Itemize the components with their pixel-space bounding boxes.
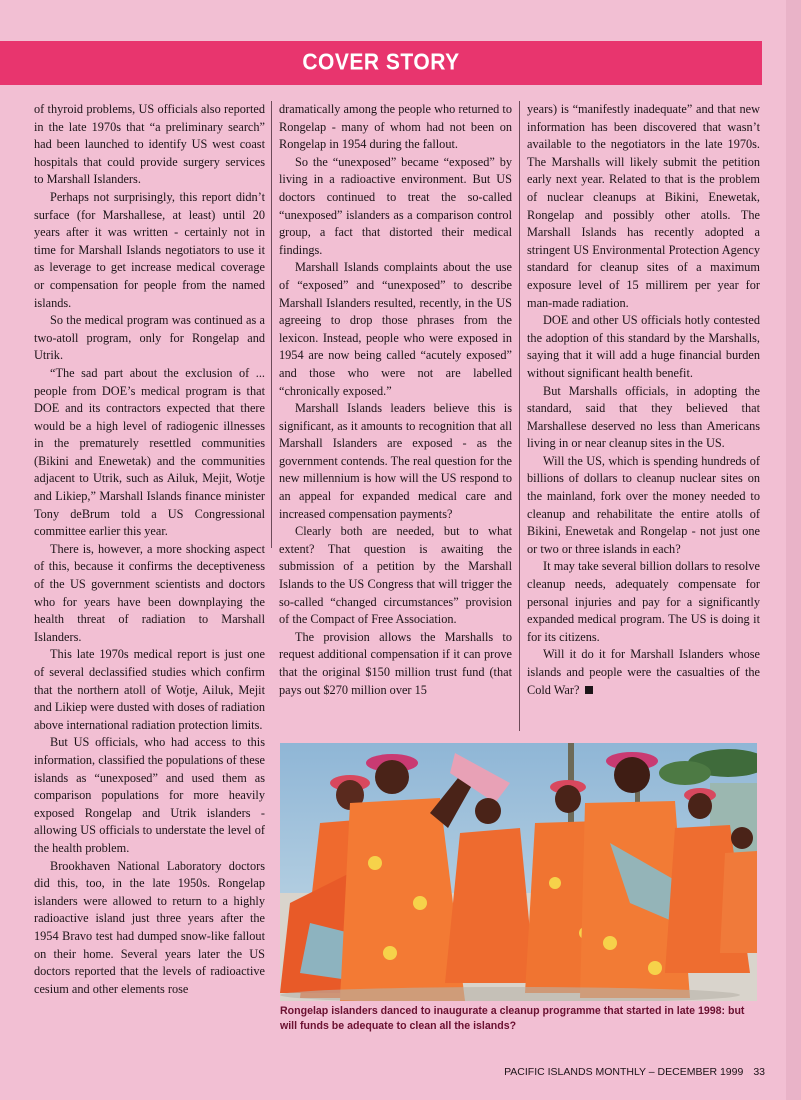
paragraph: dramatically among the people who returned to Rongelap - many of whom had not been on Rongelap in 1954 during the fallout. [279,102,512,152]
paragraph-last [527,646,760,699]
paragraph: Marshall Islands leaders believe this is significant, as it amounts to recognition that all Marshall Islanders are exposed - as the government contends. The real question for the new millennium is how will the US respond to an appeal for expanded medical care and increased compensation payments? [279,401,512,521]
paragraph: The provision allows the Marshalls to request additional compensation if it can prove that the original $150 million trust fund (that pays out $270 million over 15 [279,629,512,697]
section-banner [0,41,762,85]
dancers-photo [280,743,757,1001]
paragraph: Marshall Islands complaints about the use of “exposed” and “unexposed” to describe Marshall Islanders resulted, recently, in the US agreeing to drop those phrases from the lexicon. Instead, people who were exposed in 1954 are now being called “acutely exposed” and those who were not are labelled “chronically exposed.” [279,260,512,398]
paragraph: So the medical program was continued as a two-atoll program, only for Rongelap and Utrik. [34,313,265,363]
article-column-2 [279,101,512,699]
article-column-3 [527,101,760,699]
paragraph: “The sad part about the exclusion of ... people from DOE’s medical program is that DOE and its contractors expected that there would be a high level of radiogenic illnesses in the prematurely resettled communities (Bikini and Enewetak) and the communities adjacent to Utrik, such as Ailuk, Mejit, Wotje and Likiep,” Marshall Islands finance minister Tony deBrum told a US Congressional committee earlier this year. [34,365,265,539]
publication-line: PACIFIC ISLANDS MONTHLY – DECEMBER 1999 [504,1066,744,1078]
page-number: 33 [753,1066,765,1078]
article-column-1 [34,101,265,998]
paragraph: It may take several billion dollars to resolve cleanup needs, adequately compensate for personal injuries and pay for a significantly expanded medical program. The US is doing it for its citizens. [527,559,760,644]
paragraph: So the “unexposed” became “exposed” by living in a radioactive environment. But US doctors continued to treat the so-called “unexposed” islanders as a comparison control group, a fact that distorted their medical findings. [279,154,512,257]
paragraph: But US officials, who had access to this information, classified the populations of these islands as “unexposed” and used them as comparison populations for more heavily exposed Rongelap and Utrik islanders - allowing US officials to understate the level of the health problem. [34,735,265,855]
page-footer [504,1066,765,1078]
paragraph: years) is “manifestly inadequate” and that new information has been discovered that wasn’t available to the negotiators in the late 1970s. The Marshalls will likely submit the petition early next year. Related to that is the problem of nuclear cleanups at Bikini, Enewetak, Rongelap and possibly other atolls. The Marshall Islands has recently adopted a stringent US Environmental Protection Agency standard for cleanup sites of a maximum exposure level of 15 millirem per year for man-made radiation. [527,102,760,310]
end-of-story-mark [585,686,593,694]
paragraph: Clearly both are needed, but to what extent? That question is awaiting the submission of a petition by the Marshall Islands to the US Congress that will trigger the so-called “changed circumstances” provision of the Compact of Free Association. [279,524,512,627]
paragraph: of thyroid problems, US officials also reported in the late 1970s that “a preliminary search” had been launched to identify US west coast hospitals that could provide surgery services to Marshall Islanders. [34,102,265,187]
photo-caption: Rongelap islanders danced to inaugurate a cleanup programme that started in late 1998: but will funds be adequate to clean all the islands? [280,1005,745,1032]
paragraph: Will the US, which is spending hundreds of billions of dollars to cleanup nuclear sites on the mainland, fork over the money needed to cleanup and rehabilitate the entire atolls of Bikini, Enewetak and Rongelap - not just one or two or three islands in each? [527,453,760,556]
paragraph: Brookhaven National Laboratory doctors did this, too, in the late 1950s. Rongelap islanders were allowed to return to a highly radioactive island just three years after the 1954 Bravo test had dumped snow-like fallout on their home. Several years later the US doctors reported that the levels of radioactive cesium and other elements rose [34,858,265,996]
paragraph-text: Will it do it for Marshall Islanders whose islands and people were the casualties of the Cold War? [527,647,760,697]
paragraph: DOE and other US officials hotly contested the adoption of this standard by the Marshalls, saying that it will add a huge financial burden without significant health benefit. [527,313,760,380]
paragraph: Perhaps not surprisingly, this report didn’t surface (for Marshallese, at least) until 20 years after it was written - certainly not in time for Marshall Islands negotiators to use it as leverage to get increase medical coverage or compensation for people from the named islands. [34,189,265,310]
paragraph: There is, however, a more shocking aspect of this, because it confirms the deceptiveness of the US government scientists and doctors who for years have been downplaying the health threat of radiation to Marshall Islanders. [34,541,265,644]
column-rule-left [271,101,272,548]
page-edge [786,0,801,1100]
paragraph: This late 1970s medical report is just one of several declassified studies which confirm that the northern atoll of Wotje, Ailuk, Mejit and Likiep were dusted with doses of radiation above international radiation protection limits. [34,647,265,732]
paragraph: But Marshalls officials, in adopting the standard, said that they believed that Marshallese deserved no less than Americans living in or near cleanup sites in the US. [527,383,760,451]
section-title: COVER STORY [302,50,460,75]
column-rule-right [519,101,520,731]
